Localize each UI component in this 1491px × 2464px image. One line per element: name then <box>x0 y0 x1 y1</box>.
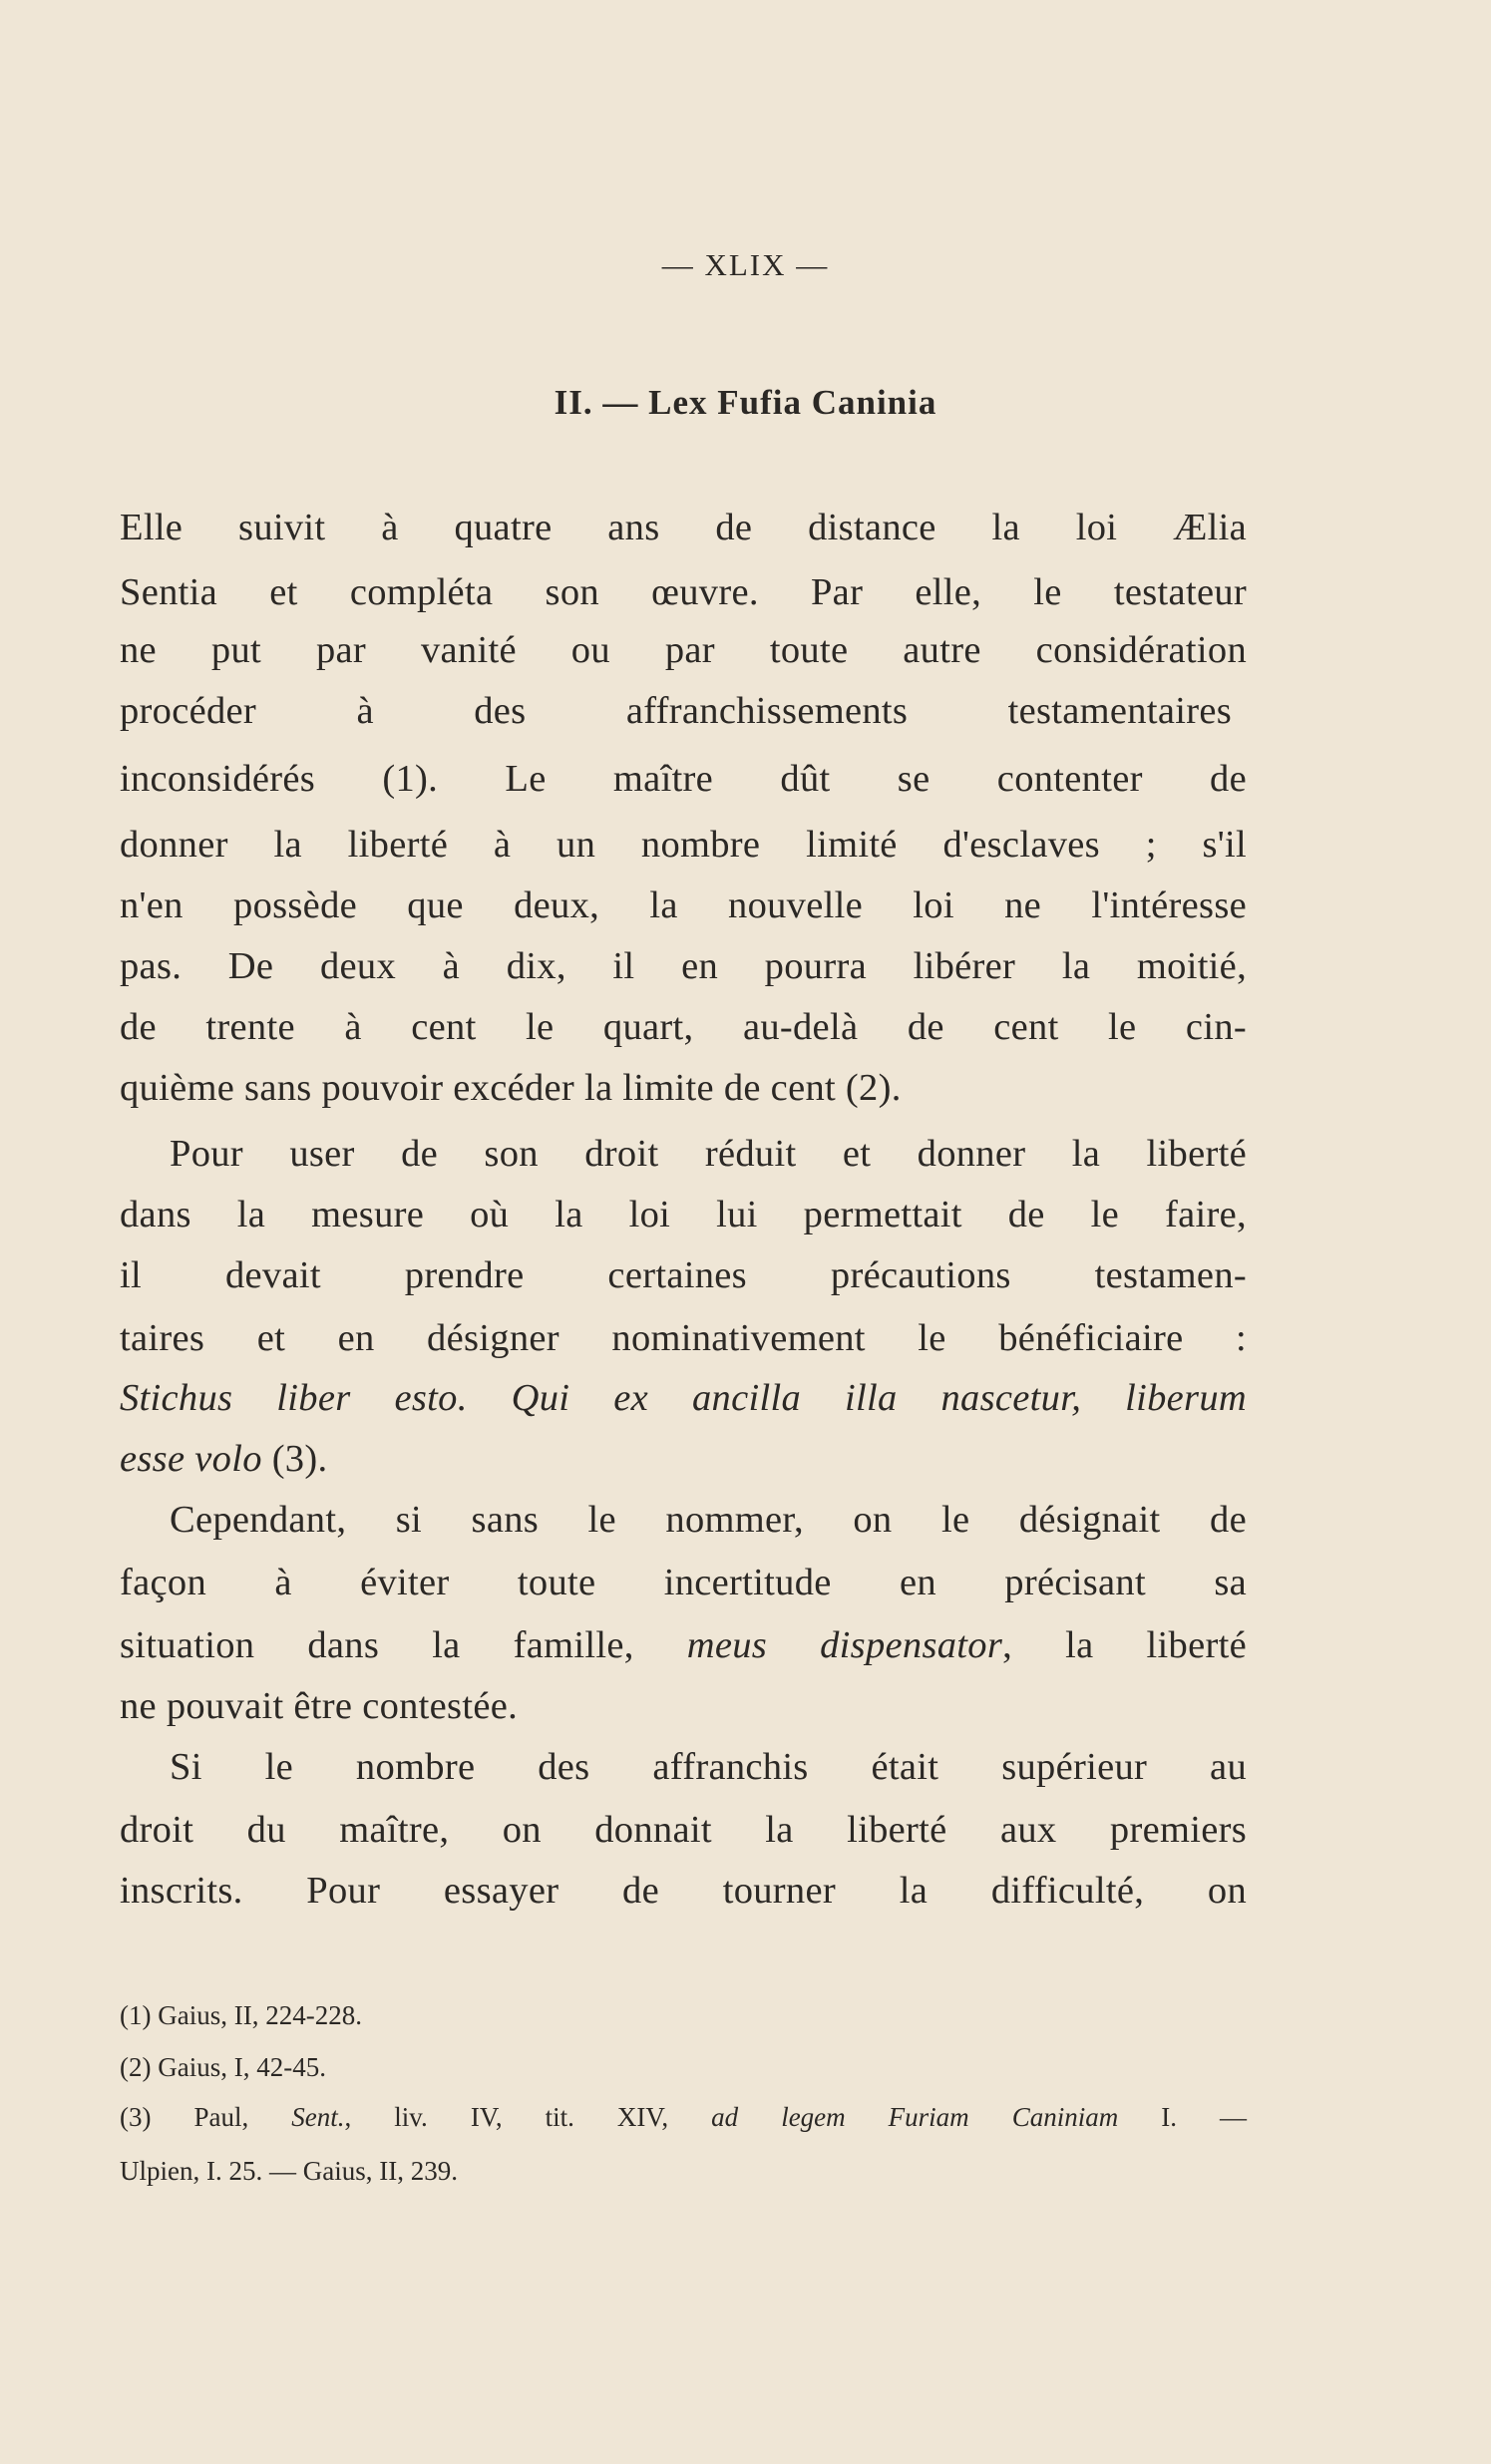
text-line: Pour user de son droit réduit et donner la liberté <box>170 1133 1247 1175</box>
text-line: Stichus liber esto. Qui ex ancilla illa nascetur, liberum <box>120 1377 1247 1419</box>
text-line: Cependant, si sans le nommer, on le désignait de <box>170 1499 1247 1541</box>
text-line: ne pouvait être contestée. <box>120 1685 519 1727</box>
text-line: façon à éviter toute incertitude en précisant sa <box>120 1562 1247 1603</box>
text-line: Sentia et compléta son œuvre. Par elle, le testateur <box>120 571 1247 613</box>
text-line: inconsidérés (1). Le maître dût se contenter de <box>120 758 1247 800</box>
text-line: taires et en désigner nominativement le bénéficiaire : <box>120 1317 1247 1359</box>
section-title: II. — Lex Fufia Caninia <box>554 383 937 422</box>
text-line: Elle suivit à quatre ans de distance la loi Ælia <box>120 507 1247 548</box>
footnote-1: (1) Gaius, II, 224-228. <box>120 2000 362 2030</box>
text-line: droit du maître, on donnait la liberté aux premiers <box>120 1809 1247 1851</box>
footnote-3: (3) Paul, Sent., liv. IV, tit. XIV, ad legem Furiam Caniniam I. — <box>120 2102 1248 2132</box>
text-line: de trente à cent le quart, au-delà de cent le cin- <box>120 1006 1247 1048</box>
text-line: dans la mesure où la loi lui permettait de le faire, <box>120 1194 1247 1235</box>
text-line: procéder à des affranchissements testamentaires <box>120 690 1232 732</box>
text-line: il devait prendre certaines précautions testamen- <box>120 1254 1247 1296</box>
text-line: situation dans la famille, meus dispensator, la liberté <box>120 1624 1247 1666</box>
footnote-2: (2) Gaius, I, 42-45. <box>120 2052 326 2082</box>
text-line: quième sans pouvoir excéder la limite de cent (2). <box>120 1067 902 1109</box>
page-number: — XLIX — <box>661 247 830 282</box>
text-line: esse volo (3). <box>120 1438 328 1480</box>
footnote-3-continued: Ulpien, I. 25. — Gaius, II, 239. <box>120 2156 458 2186</box>
text-line: pas. De deux à dix, il en pourra libérer la moitié, <box>120 945 1247 987</box>
text-line: ne put par vanité ou par toute autre considération <box>120 629 1247 671</box>
text-line: donner la liberté à un nombre limité d'esclaves ; s'il <box>120 824 1247 866</box>
text-line: Si le nombre des affranchis était supérieur au <box>170 1746 1247 1788</box>
text-line: inscrits. Pour essayer de tourner la difficulté, on <box>120 1870 1247 1912</box>
text-line: n'en possède que deux, la nouvelle loi ne l'intéresse <box>120 884 1247 926</box>
